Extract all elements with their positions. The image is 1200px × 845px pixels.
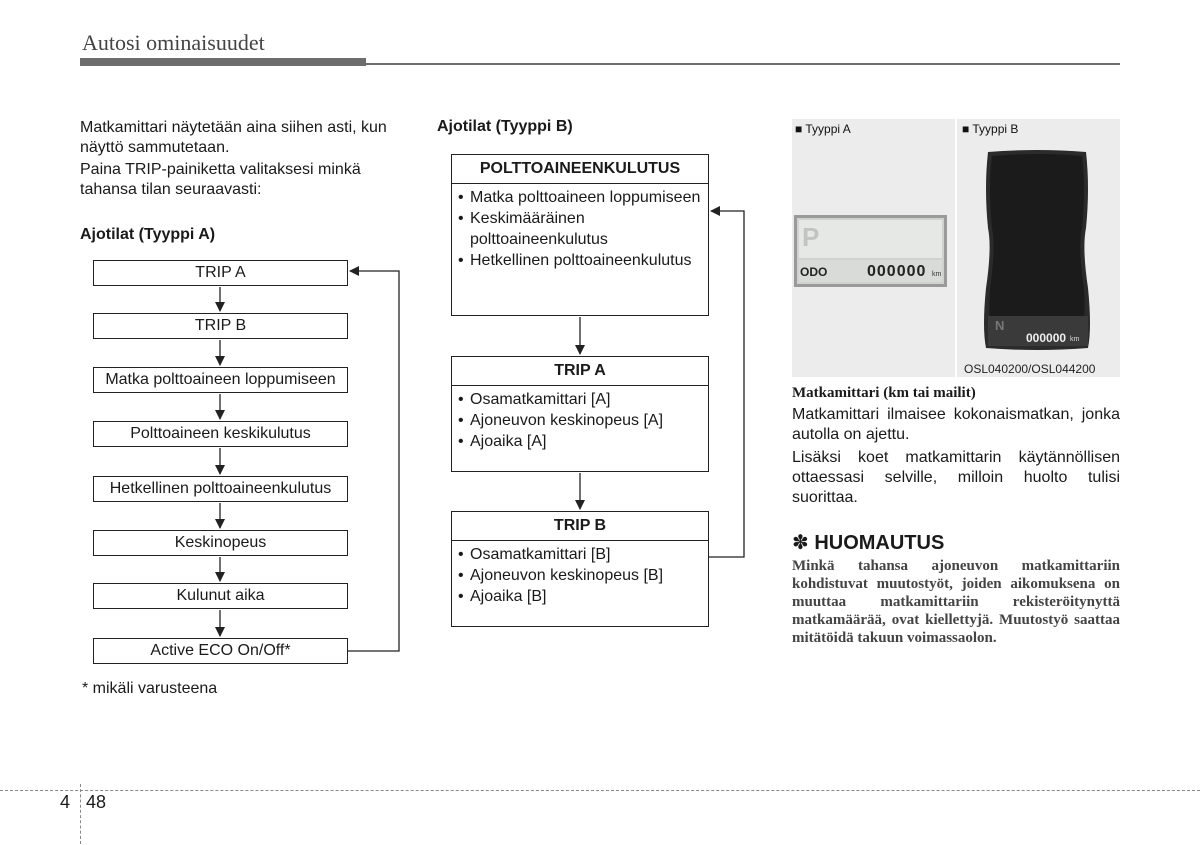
flow-a-box: TRIP A: [93, 260, 348, 286]
list-item: • Ajoaika [B]: [458, 586, 702, 607]
flow-a-box: Active ECO On/Off*: [93, 638, 348, 664]
flow-b-box-title: POLTTOAINEENKULUTUS: [452, 155, 708, 184]
arrow-loop-a: [348, 271, 399, 651]
flow-a-box: Hetkellinen polttoaineenkulutus: [93, 476, 348, 502]
list-item: • Ajoneuvon keskinopeus [A]: [458, 410, 702, 431]
caption-type-b: ■ Tyyppi B: [962, 122, 1019, 136]
flow-b-box-title: TRIP A: [452, 357, 708, 386]
flow-a-box: Polttoaineen keskikulutus: [93, 421, 348, 447]
flow-a-box: TRIP B: [93, 313, 348, 339]
odo-value: 000000: [867, 263, 927, 280]
page-header-title: Autosi ominaisuudet: [82, 30, 265, 55]
gear-indicator: P: [802, 222, 820, 252]
arrow-loop-b: [709, 211, 744, 557]
footer-rule: [0, 790, 1200, 791]
odo-value: 000000: [1026, 331, 1067, 345]
gear-indicator: N: [995, 318, 1005, 333]
flow-a-box: Kulunut aika: [93, 583, 348, 609]
page-number: 48: [86, 792, 107, 812]
odo-unit: km: [1070, 336, 1080, 343]
flow-b-heading: Ajotilat (Tyyppi B): [437, 118, 573, 135]
odo-label: ODO: [800, 265, 828, 279]
flow-a-heading: Ajotilat (Tyyppi A): [80, 226, 216, 243]
caption-type-a: ■ Tyyppi A: [795, 122, 851, 136]
list-item: • Hetkellinen polttoaineenkulutus: [458, 250, 702, 271]
footer-divider: [80, 784, 81, 844]
intro-paragraph-1: Matkamittari näytetään aina siihen asti, kun näyttö sammutetaan.: [80, 119, 387, 156]
photo-divider: [955, 119, 957, 377]
list-item: • Ajoneuvon keskinopeus [B]: [458, 565, 702, 586]
flow-a-box: Matka polttoaineen loppumiseen: [93, 367, 348, 393]
intro-paragraph-2: Paina TRIP-painiketta valitaksesi minkä tahansa tilan seuraavasti:: [80, 161, 361, 198]
list-item: • Osamatkamittari [B]: [458, 544, 702, 565]
section-number: 4: [60, 792, 71, 812]
odometer-paragraph-1: Matkamittari ilmaisee kokonaismatkan, jonka autolla on ajettu.: [792, 406, 1120, 443]
list-item: • Ajoaika [A]: [458, 431, 702, 452]
list-item: • Osamatkamittari [A]: [458, 389, 702, 410]
footnote: * mikäli varusteena: [82, 680, 218, 697]
note-body: Minkä tahansa ajoneuvon matkamittariin kohdistuvat muutostyöt, joiden aikomuksena on muuttaa matkamittariin rekisteröitynyttä matkamäärää, ovat kiellettyjä. Muutostyö saattaa mitätöidä takuun voimassaolon.: [792, 558, 1120, 646]
photo-code: OSL040200/OSL044200: [964, 362, 1096, 376]
flow-b-box-title: TRIP B: [452, 512, 708, 541]
flow-a-box: Keskinopeus: [93, 530, 348, 556]
odometer-paragraph-2: Lisäksi koet matkamittarin käytännöllisen ottaessasi selville, milloin huolto tulisi suorittaa.: [792, 449, 1120, 506]
list-item: • Keskimääräinen polttoaineenkulutus: [458, 208, 702, 250]
odometer-heading: Matkamittari (km tai mailit): [792, 385, 976, 401]
list-item: • Matka polttoaineen loppumiseen: [458, 187, 702, 208]
odo-unit: km: [932, 271, 942, 278]
note-heading: ✽ HUOMAUTUS: [792, 532, 945, 554]
